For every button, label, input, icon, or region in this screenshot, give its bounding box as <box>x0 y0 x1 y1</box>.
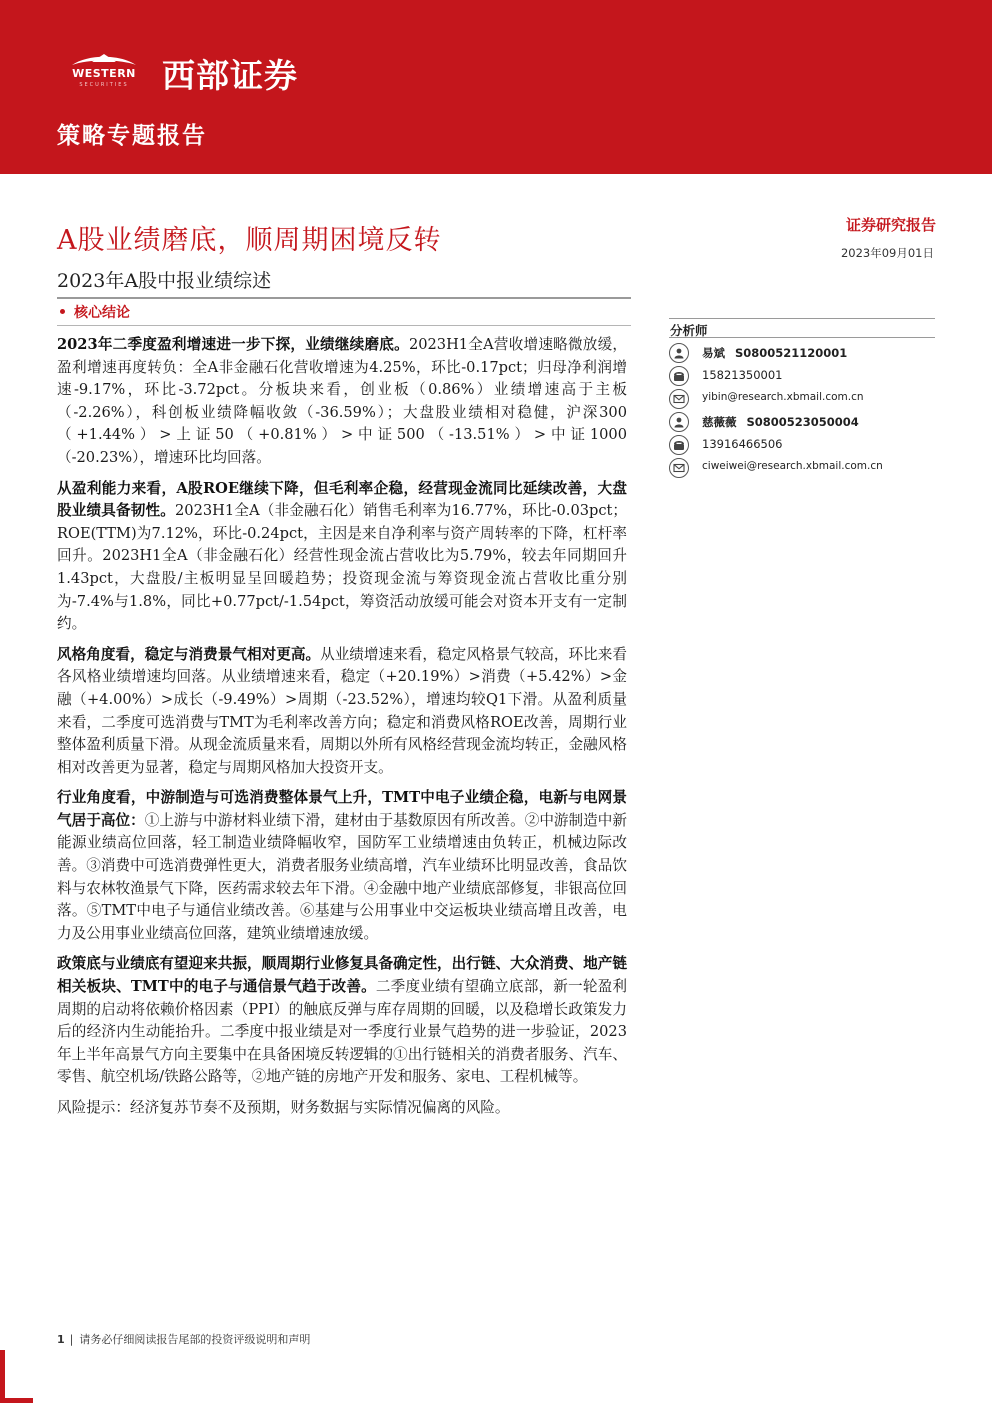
analyst-email-row <box>669 457 939 479</box>
report-type-label: 策略专题报告 <box>57 122 207 149</box>
analyst-info <box>702 414 859 430</box>
sub-title: 2023年A股中报业绩综述 <box>57 270 272 292</box>
analyst-heading: 分析师 <box>669 318 935 338</box>
paragraph-lead: 2023年二季度盈利增速进一步下探，业绩继续磨底。 <box>57 336 409 353</box>
section-label-text: 核心结论 <box>74 305 130 321</box>
bullet-icon <box>60 309 65 314</box>
paragraph-lead: 政策底与业绩底有望迎来共振，顺周期行业修复具备确定性，出行链、大众消费、地产链相关板块、TMT中的电子与通信景气趋于改善。 <box>57 955 627 996</box>
paragraph-text: 2023H1全A（非金融石化）销售毛利率为16.77%，环比-0.03pct；ROE(TTM)为7.12%，环比-0.24pct，主因是来自净利率与资产周转率的下降，杠杆率回升。2023H1全A（非金融石化）经营性现金流占营收比为5.79%，较去年同期回升1.43pct，大盘股/主板明显呈回暖趋势；投资现金流与筹资现金流占营收比重分别为-7.4%与1.8%，同比+0.77pct/-1.54pct，筹资活动放缓可能会对资本开支有一定制约。 <box>57 502 627 633</box>
analyst-cert: S0800521120001 <box>735 346 848 360</box>
section-label <box>60 302 130 322</box>
paragraph-lead: 从盈利能力来看，A股ROE继续下降，但毛利率企稳，经营现金流同比延续改善，大盘股业绩具备韧性。 <box>57 479 627 520</box>
corner-decoration <box>0 1398 33 1403</box>
doc-type-label: 证券研究报告 <box>845 216 936 234</box>
paragraph-policy <box>57 953 627 1089</box>
header-banner <box>0 0 992 174</box>
analyst-phone-row <box>669 434 939 456</box>
paragraph-profitability <box>57 478 627 636</box>
analyst-phone: 15821350001 <box>702 368 783 382</box>
paragraph-industry <box>57 787 627 945</box>
paragraph-text: ①上游与中游材料业绩下滑，建材由于基数原因有所改善。②中游制造中新能源业绩高位回落，轻工制造业绩降幅收窄，国防军工业绩增速由负转正，机械边际改善。③消费中可选消费弹性更大，消费者服务业绩高增，汽车业绩环比明显改善，食品饮料与农林牧渔景气下降，医药需求较去年下滑。④金融中地产业绩底部修复，非银高位回落。⑤TMT中电子与通信业绩改善。⑥基建与公用事业中交运板块业绩高增且改善，电力及公用事业业绩高位回落，建筑业绩增速放缓。 <box>57 811 627 942</box>
main-title: A股业绩磨底，顺周期困境反转 <box>57 225 442 256</box>
report-date: 2023年09月01日 <box>840 246 934 260</box>
phone-icon <box>669 435 689 455</box>
paragraph-earnings <box>57 334 627 470</box>
footer <box>57 1331 310 1347</box>
paragraph-lead: 风格角度看，稳定与消费景气相对更高。 <box>57 645 321 663</box>
brand-name: 西部证券 <box>162 56 298 95</box>
analyst-email[interactable]: ciweiwei@research.xbmail.com.cn <box>702 460 883 472</box>
mail-icon <box>669 458 689 478</box>
paragraph-text: 二季度业绩有望确立底部，新一轮盈利周期的启动将依赖价格因素（PPI）的触底反弹与库存周期的回暖，以及稳增长政策发力后的经济内生动能抬升。二季度中报业绩是对一季度行业景气趋势的进一步验证，2023年上半年高景气方向主要集中在具备困境反转逻辑的①出行链相关的消费者服务、汽车、零售、航空机场/铁路公路等，②地产链的房地产开发和服务、家电、工程机械等。 <box>57 978 627 1086</box>
core-conclusions <box>57 334 627 1120</box>
analyst-email-row <box>669 388 939 410</box>
paragraph-lead: 行业角度看，中游制造与可选消费整体景气上升，TMT中电子业绩企稳，电新与电网景气居于高位： <box>57 789 627 829</box>
page-number: 1 <box>57 1333 65 1346</box>
footer-separator: | <box>69 1333 74 1346</box>
analyst-cert: S0800523050004 <box>746 415 859 429</box>
person-icon <box>669 412 689 432</box>
risk-note: 风险提示：经济复苏节奏不及预期，财务数据与实际情况偏离的风险。 <box>57 1099 510 1116</box>
footer-disclaimer: 请务必仔细阅读报告尾部的投资评级说明和声明 <box>79 1333 311 1346</box>
person-icon <box>669 343 689 363</box>
analyst-name: 慈薇薇 <box>702 415 737 429</box>
logo-text: WESTERN <box>72 67 136 80</box>
paragraph-style <box>57 644 627 780</box>
analyst-phone-row <box>669 365 939 387</box>
section-divider <box>57 325 631 326</box>
logo-subtext: SECURITIES <box>79 82 129 88</box>
phone-icon <box>669 366 689 386</box>
analyst-email[interactable]: yibin@research.xbmail.com.cn <box>702 391 864 403</box>
mail-icon <box>669 389 689 409</box>
corner-decoration <box>0 1350 5 1403</box>
analyst-phone: 13916466506 <box>702 437 783 451</box>
analyst-name-row <box>669 342 939 364</box>
analyst-name: 易斌 <box>702 346 725 360</box>
paragraph-text: 2023H1全A营收增速略微放缓，盈利增速再度转负：全A非金融石化营收增速为4.25%，环比-0.17pct；归母净利润增速-9.17%，环比-3.72pct。分板块来看，创业板（0.86%）业绩增速高于主板（-2.26%），科创板业绩降幅收敛（-36.59%）；大盘股业绩相对稳健，沪深300（+1.44%）>上证50（+0.81%）>中证500（-13.51%）>中证1000（-20.23%），增速环比均回落。 <box>57 336 627 466</box>
analyst-name-row <box>669 411 939 433</box>
paragraph-text: 从业绩增速来看，稳定风格景气较高，环比来看各风格业绩增速均回落。从业绩增速来看，稳定（+20.19%）>消费（+5.42%）>金融（+4.00%）>成长（-9.49%）>周期（-23.52%），增速均较Q1下滑。从盈利质量来看，二季度可选消费与TMT为毛利率改善方向；稳定和消费风格ROE改善，周期行业整体盈利质量下滑。从现金流质量来看，周期以外所有风格经营现金流均转正，金融风格相对改善更为显著，稳定与周期风格加大投资开支。 <box>57 645 627 776</box>
analyst-info <box>702 345 847 361</box>
title-divider <box>57 297 631 299</box>
